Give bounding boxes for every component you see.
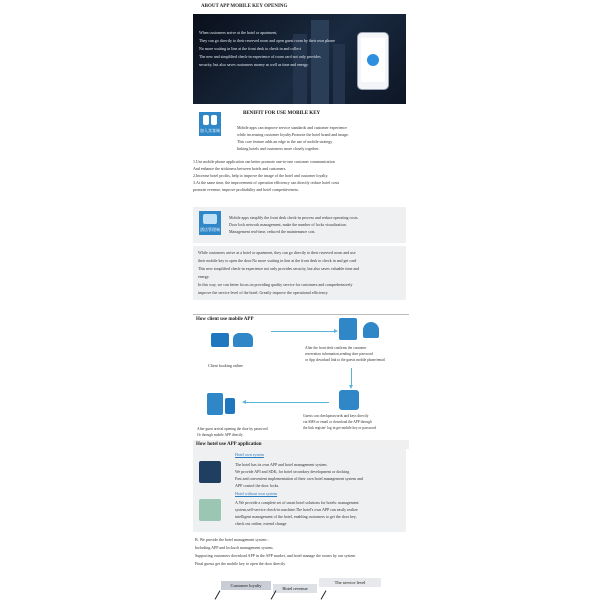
client-flow-title: How client use mobile APP — [193, 314, 409, 324]
own-system-heading: Hotel own system — [235, 452, 264, 457]
server-icon — [199, 461, 221, 483]
flow-arrow — [245, 402, 329, 403]
building-graphic — [311, 20, 329, 104]
hero-text: No more waiting in line at the front desk to check in and collect — [199, 46, 302, 51]
step-receive: Guests can checkpasswords and keys directly via SMS or email or download the APP through the link register' log in get mobile key or password — [303, 414, 377, 430]
hero-text: They can go directly to their reserved room and open guest room by their own phone — [199, 38, 335, 43]
option-b-text: B. We provide the hotel management system : Including APP and locksoft management system. Supporting customers download APP in the APP market, and hotel manage the rooms by our system Final guests get the mobile key to open the door directly — [195, 537, 356, 566]
customer-loyalty-bar: Customer loyalty — [221, 581, 271, 590]
hero-text: The new and simplified check-in experience of room card not only provides — [199, 54, 321, 59]
system-icon — [199, 499, 221, 521]
hotel-revenue-bar: Hotel revenue — [273, 584, 317, 593]
door-icon — [207, 393, 223, 415]
hero-text: When customers arrive at the hotel or apartment, — [199, 30, 278, 35]
benefit-title: BENIFIT FOR USE MOBILE KEY — [243, 111, 321, 116]
without-system-heading: Hotel without own system — [235, 491, 278, 496]
arrow-line — [271, 590, 277, 599]
own-system-text: The hotel has its own APP and hotel management system. We provide API and SDK, for hotel secondary development or docking Fast and convenient implementation of their own hotel management system and APP control the door locks. — [235, 462, 363, 488]
page-title: ABOUT APP MOBILE KEY OPENING — [193, 0, 406, 14]
document-column — [193, 0, 406, 600]
key-icon — [367, 54, 379, 66]
hotel-app-title: How hotel use APP application — [193, 440, 409, 449]
mail-icon — [339, 390, 359, 410]
building-graphic — [293, 34, 307, 104]
management-text: Mobile apps simplify the front desk check-in process and reduce operating costs. Door lock network management, make the number of locks visualization. Management real-time, reduced the maintenance cost. — [229, 215, 359, 234]
flow-arrow — [271, 331, 335, 332]
guest-side-label: 加入宾客端 — [200, 128, 220, 133]
flow-arrow — [351, 368, 352, 386]
benefit-intro: Mobile apps can improve service standards and customer experience while increasing customer loyalty.Promote the hotel brand and image. This core feature adds an edge to the use of mobile strategy linking hotels and customers more closely together. — [237, 125, 349, 151]
benefit-points: 1.Use mobile phone application can better promote one-to-one customer communication And enhance the stickiness between hotels and customers. 2.Increase hotel profits, help to improve the image of the hotel and customer loyalty. 3.At the same time, the improvement of operation efficiency can directly reduce hotel costs promote revenue, improve profitability and hotel competitiveness. — [193, 159, 340, 192]
people-icon — [233, 333, 253, 347]
building-graphic — [333, 44, 345, 104]
hero-banner — [193, 14, 406, 104]
without-system-text: A.We provide a complete set of smart hotel solutions for hotels: management system,self-service check-in machine.The hotel's own APP can easily realize intelligent management of the hotel, enabling customers to get the door key, check out online, extend change — [235, 500, 359, 526]
hotel-side-icon — [199, 211, 221, 235]
arrival-text: While customers arrive at a hotel or apartment, they can go directly to their reserved room and use their mobile key to open the door.No more waiting in line at the front desk to check in and get card This new simplified check-in experience not only provides security, but also saves valuable time and energy. In this way, we can better focus on providing quality service for customers and comprehensively improve the service level of the hotel. Greatly improve the operational efficiency. — [198, 250, 360, 295]
step-confirm: After the front desk confirms the customer reservation information,sending door password or App download link to the guests mobile phone/email — [305, 346, 385, 362]
hero-text: security, but also saves customers money as well as time and energy. — [199, 62, 309, 67]
service-level-bar: The service level — [319, 578, 381, 587]
phone-icon — [225, 398, 235, 414]
hotel-side-label: 酒店管理端 — [200, 227, 220, 232]
phone-image — [357, 32, 389, 90]
computer-icon — [211, 333, 229, 347]
step-booking: Client booking online — [208, 363, 243, 368]
arrow-line — [215, 590, 221, 599]
staff-icon — [363, 322, 379, 338]
arrow-line — [321, 590, 327, 599]
step-open: After guest arrival opening the door by password Or through mobile APP directly — [197, 427, 268, 437]
hotel-building-icon — [339, 318, 357, 340]
guest-side-icon — [199, 112, 221, 136]
